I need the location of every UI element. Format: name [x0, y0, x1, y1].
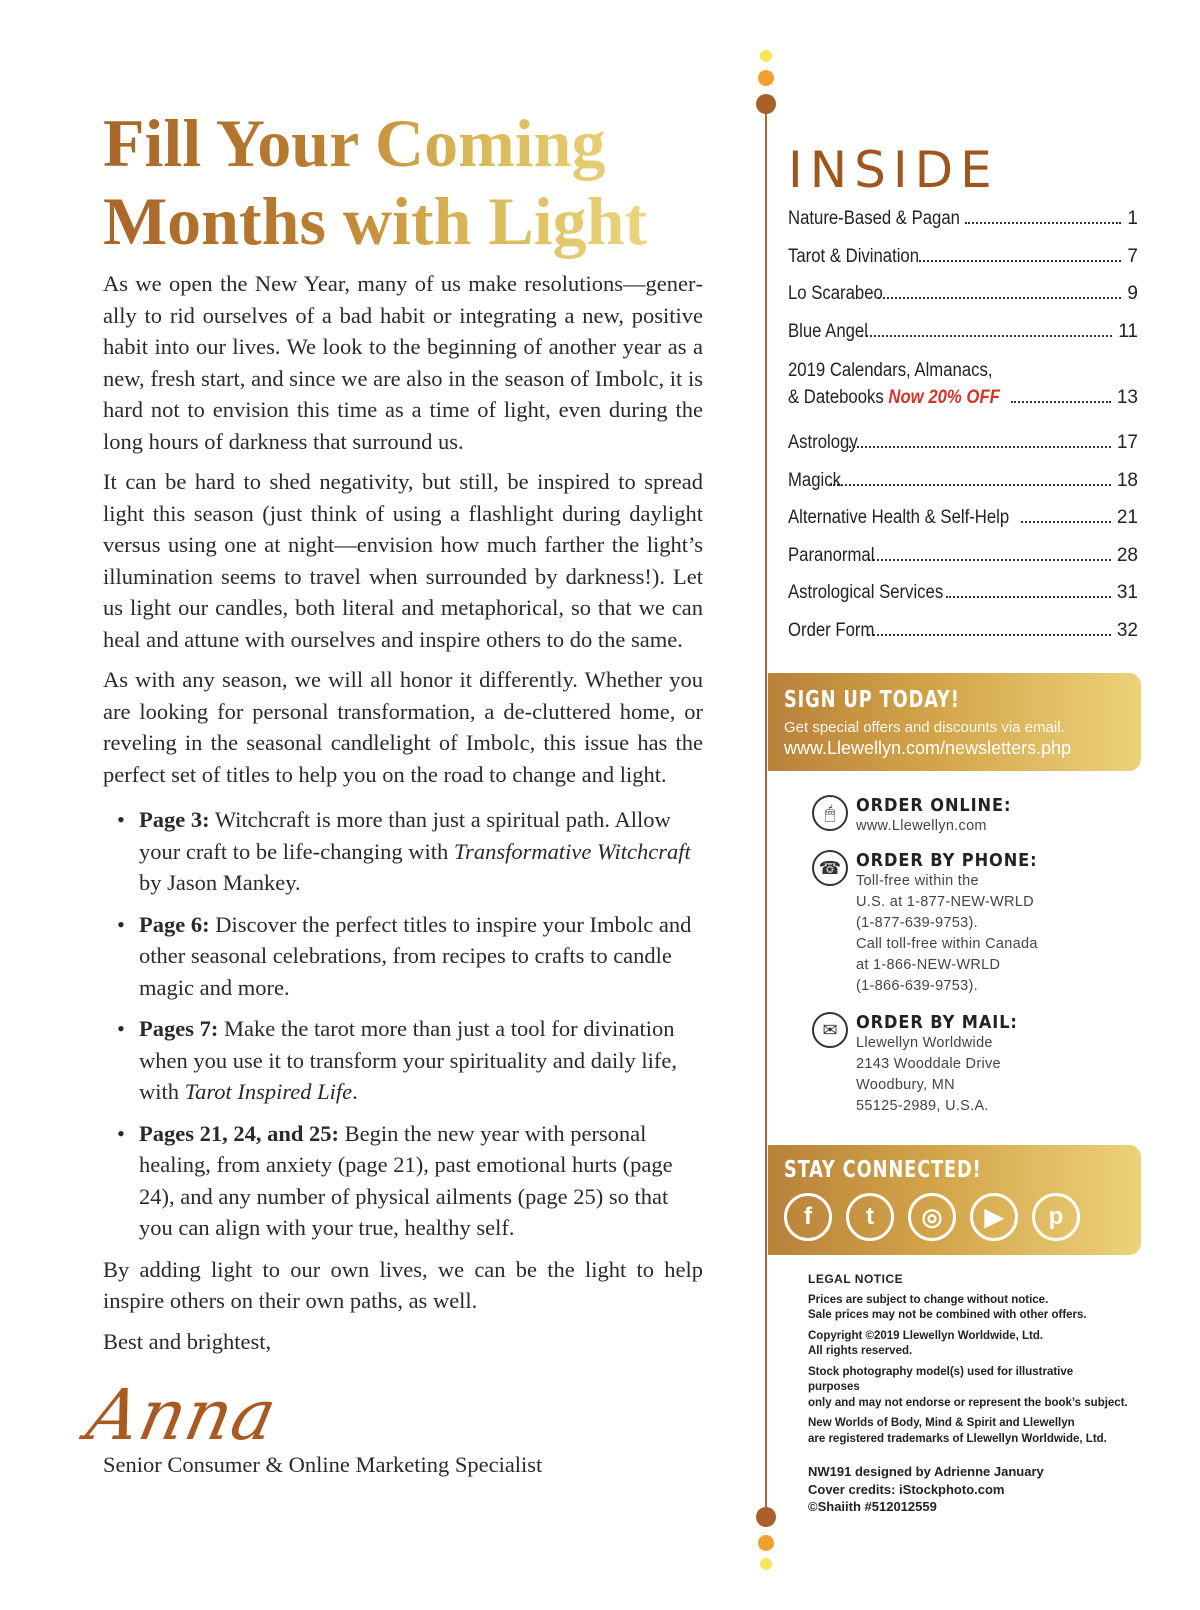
social-banner: [768, 1145, 1141, 1255]
contents-item[interactable]: Paranormal 28: [788, 544, 1138, 566]
paragraph: As with any season, we will all honor it differently. Whether you are looking for personal transformation, a de-cluttered home, or reveling in the seasonal candlelight of Imbolc, this issue has the perfect set of titles to help you on the road to change and light.: [103, 667, 703, 787]
signup-heading: SIGN UP TODAY!: [784, 687, 960, 713]
legal-group: Copyright ©2019 Llewellyn Worldwide, Ltd. All rights reserved.: [808, 1329, 1044, 1357]
signoff: Best and brightest,: [103, 1328, 272, 1354]
instagram-icon[interactable]: ◎: [908, 1193, 956, 1241]
contents-item[interactable]: Magick 18: [788, 469, 1138, 491]
contents-item[interactable]: Tarot & Divination 7: [788, 245, 1138, 267]
signup-subtext: Get special offers and discounts via email.: [784, 719, 1065, 736]
contents-item[interactable]: Lo Scarabeo 9: [788, 283, 1138, 304]
contents-heading: INSIDE: [788, 141, 999, 199]
list-item: • Page 3: Witchcraft is more than just a spiritual path. Allow your craft to be life-changing with Transformative Witchcraft by Jason Mankey.: [117, 807, 691, 895]
social-icons: [784, 1193, 1125, 1241]
contents-item[interactable]: Blue Angel 11: [788, 320, 1138, 342]
legal-heading: LEGAL NOTICE: [808, 1272, 904, 1286]
title-line-2: Months with Light: [103, 183, 648, 259]
legal-notice: [808, 1272, 1128, 1516]
list-item: • Pages 7: Make the tarot more than just a tool for divination when you use it to transform your spirituality and daily life, with Tarot Inspired Life.: [117, 1016, 678, 1104]
mouse-icon: 🖱: [812, 795, 848, 831]
facebook-icon[interactable]: f: [784, 1193, 832, 1241]
order-mail-heading: ORDER BY MAIL:: [856, 1012, 1018, 1033]
signer-role: Senior Consumer & Online Marketing Specialist: [103, 1452, 543, 1477]
legal-group: Prices are subject to change without notice. Sale prices may not be combined with other offers.: [808, 1293, 1087, 1321]
twitter-icon[interactable]: t: [846, 1193, 894, 1241]
divider-dot-top-large: [756, 94, 776, 114]
divider-dot-bottom-mid: [758, 1535, 774, 1551]
list-item: • Page 6: Discover the perfect titles to inspire your Imbolc and other seasonal celebrations, from recipes to crafts to candle magic and more.: [117, 911, 692, 1000]
newsletter-link[interactable]: www.Llewellyn.com/newsletters.php: [784, 738, 1072, 758]
contents-item[interactable]: Astrological Services 31: [788, 582, 1138, 603]
pinterest-icon[interactable]: p: [1032, 1193, 1080, 1241]
paragraph: As we open the New Year, many of us make resolutions—generally to rid ourselves of a bad habit or integrating a new, positive habit into our lives. We look to the beginning of another year as a new, fresh start, and since we are also in the season of Imbolc, it is hard not to envision this time as a time of light, even during the long hours of darkness that surround us.: [103, 271, 703, 454]
contents-panel: [788, 140, 1138, 655]
youtube-icon[interactable]: ▶: [970, 1193, 1018, 1241]
signature: Anna: [80, 1374, 285, 1456]
order-online: [812, 795, 1132, 837]
closing-paragraph: By adding light to our own lives, we can be the light to help inspire others on their own paths, as well.: [103, 1256, 703, 1313]
order-phone-heading: ORDER BY PHONE:: [856, 850, 1038, 871]
social-heading: STAY CONNECTED!: [784, 1157, 982, 1183]
sale-offer: Now 20% OFF: [888, 387, 1000, 408]
design-credits: NW191 designed by Adrienne January Cover credits: iStockphoto.com ©Shaiith #512012559: [808, 1464, 1044, 1514]
divider-dot-bottom-large: [756, 1507, 776, 1527]
contents-item[interactable]: Alternative Health & Self-Help 21: [788, 507, 1138, 528]
legal-group: New Worlds of Body, Mind & Spirit and Llewellyn are registered trademarks of Llewellyn Worldwide, Ltd.: [808, 1417, 1107, 1445]
order-phone: ☎ ORDER BY PHONE: Toll-free within the U.S. at 1-877-NEW-WRLD (1-877-639-9753). Call toll-free within Canada at 1-866-NEW-WRLD (1-866-639-9753).: [812, 850, 1132, 997]
signup-banner[interactable]: [768, 673, 1141, 771]
order-mail: ✉ ORDER BY MAIL: Llewellyn Worldwide 2143 Wooddale Drive Woodbury, MN 55125-2989, U.S.A.: [812, 1012, 1132, 1117]
contents-item[interactable]: Order Form 32: [788, 619, 1138, 641]
envelope-icon: ✉: [812, 1012, 848, 1048]
legal-group: Stock photography model(s) used for illustrative purposes only and may not endorse or represent the book’s subject.: [808, 1365, 1128, 1409]
telephone-icon: ☎: [812, 850, 848, 886]
paragraph: It can be hard to shed negativity, but still, be inspired to spread light this season (just think of using a flashlight during daylight versus using one at night—envision how much farther the light’s illumination seems to travel when surrounded by darkness!). Let us light our candles, both literal and metaphorical, so that we can heal and attune with ourselves and inspire others to do the same.: [103, 469, 703, 652]
title-line-1: Fill Your Coming: [103, 105, 606, 181]
page-title: [103, 104, 703, 260]
list-item: • Pages 21, 24, and 25: Begin the new year with personal healing, from anxiety (page 21), past emotional hurts (page 24), and any number of physical ailments (page 25) so that you can align with your true, healthy self.: [117, 1120, 673, 1240]
column-divider: [765, 95, 767, 1515]
divider-dot-top-small: [760, 50, 772, 62]
divider-dot-top-mid: [758, 70, 774, 86]
order-online-link[interactable]: www.Llewellyn.com: [856, 818, 987, 834]
intro-column: [80, 104, 703, 1478]
intro-body: [103, 268, 703, 1357]
contents-item[interactable]: Nature-Based & Pagan 1: [788, 208, 1138, 229]
order-online-heading: ORDER ONLINE:: [856, 795, 1012, 816]
highlights-list: [103, 804, 703, 1244]
divider-dot-bottom-small: [760, 1558, 772, 1570]
contents-item-calendars[interactable]: 2019 Calendars, Almanacs, & Datebooks Now 20% OFF 13: [788, 360, 1138, 408]
contents-list: [788, 206, 1138, 655]
contents-item[interactable]: Astrology 17: [788, 432, 1138, 453]
